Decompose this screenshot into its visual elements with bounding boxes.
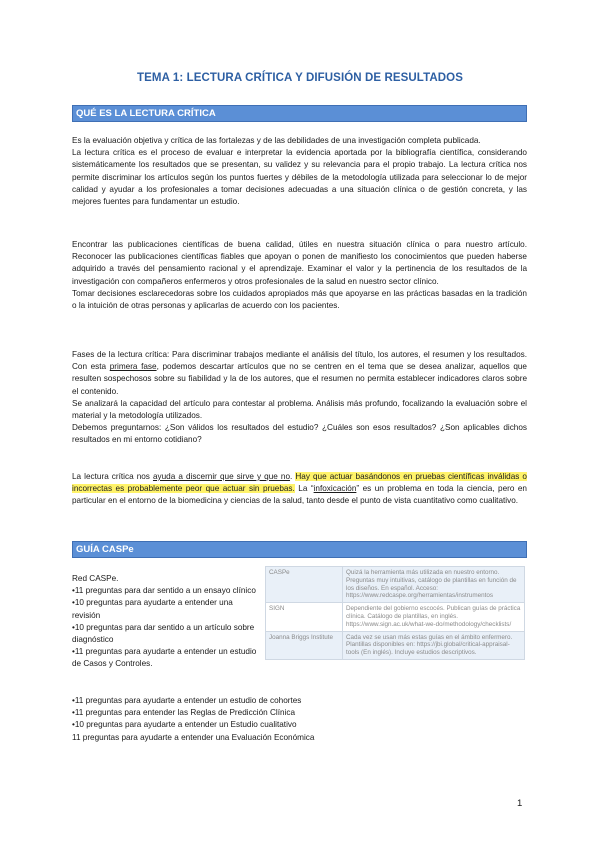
- discern-paragraph: [72, 471, 527, 508]
- infoxicacion-underline: infoxicación: [313, 484, 357, 494]
- page-title: TEMA 1: LECTURA CRÍTICA Y DIFUSIÓN DE RESULTADOS: [137, 72, 463, 84]
- appraisal-tools-table: [265, 566, 525, 660]
- objectives-paragraph: Encontrar las publicaciones científicas de buena calidad, útiles en nuestra situación clínica o para nuestro artículo. Reconocer las publicaciones científicas fiables que apoyan o ponen de manifiesto los conocimientos que pueden haberse adquirido a través del pensamiento racional y el aprendizaje. Examinar el valor y la pertinencia de los resultados de la investigación con compañeros enfermeros y otros profesionales de la salud en nuestro sector clínico.: [72, 240, 527, 286]
- decisions-paragraph: Tomar decisiones esclarecedoras sobre los cuidados apropiados más que apoyarse en las prácticas basadas en la tradición o la intuición de otras personas y aplicarlas de acuerdo con los pacientes.: [72, 288, 527, 311]
- page-number: 1: [517, 798, 523, 809]
- list-item: •10 preguntas para ayudarte a entender un Estudio cualitativo: [72, 720, 297, 730]
- list-item: •10 preguntas para ayudarte a entender una revisión: [72, 598, 233, 620]
- list-item: •11 preguntas para entender las Reglas de Predicción Clínica: [72, 708, 296, 718]
- tool-description: Quizá la herramienta más utilizada en nuestro entorno. Preguntas muy intuitivas, catálogo de plantillas en función de los diseños. En español. Acceso: https://www.redcaspe.org/herramientas/instrumentos: [343, 567, 525, 603]
- list-item: •11 preguntas para ayudarte a entender un estudio de cohortes: [72, 696, 302, 705]
- list-item: •11 preguntas para dar sentido a un ensayo clínico: [72, 586, 256, 596]
- phases-text-b: , podemos descartar artículos que no se centren en el tema que se desea analizar, aquellos que resulten sospechosos sobre su fiabilidad y la de los autores, que el resumen no permita establecer indicadores claros sobre el contenido.: [72, 362, 527, 396]
- paragraph-phases: [72, 349, 527, 447]
- caspe-list: [72, 573, 262, 671]
- paragraph-objectives: [72, 239, 527, 312]
- tool-description: Cada vez se usan más estas guías en el ámbito enfermero. Plantillas disponibles en: https://jbi.global/critical-appraisal-tools (En inglés). Incluye estudios descriptivos.: [343, 631, 525, 659]
- phases-underline: primera fase: [109, 362, 157, 372]
- table-row: [266, 603, 525, 631]
- discern-underline: ayuda a discernir que sirve y que no: [152, 472, 291, 481]
- tool-name: Joanna Briggs Institute: [266, 631, 343, 659]
- discern-text-b: .: [290, 472, 296, 481]
- paragraph-definition: [72, 135, 527, 208]
- list-item: 11 preguntas para ayudarte a entender una Evaluación Económica: [72, 732, 315, 742]
- definition-paragraph: La lectura crítica es el proceso de evaluar e interpretar la evidencia aportada por la bibliografía científica, considerando sistemáticamente los resultados que se presentan, su validez y su relevancia para el propio trabajo. La lectura crítica nos permite discriminar los artículos según los puntos fuertes y débiles de la metodología utilizada para seleccionar lo de mejor calidad y ayudar a los profesionales a tomar decisiones adecuadas a una situación clínica o de gestión concreta, y las mejores fuentes para fundamentar un estudio.: [72, 148, 527, 207]
- discern-text-c: La “: [294, 484, 314, 494]
- tool-description: Dependiente del gobierno escocés. Publican guías de práctica clínica. Catálogo de plantillas, en inglés. https://www.sign.ac.uk/what-we-do/methodology/checklists/: [343, 603, 525, 631]
- paragraph-discern: [72, 471, 527, 508]
- discern-text-a: La lectura crítica nos: [72, 472, 153, 481]
- tool-name: CASPe: [266, 567, 343, 603]
- section-heading-lectura-critica: QUÉ ES LA LECTURA CRÍTICA: [72, 105, 527, 122]
- caspe-list-title: Red CASPe.: [72, 574, 119, 583]
- questions-paragraph: Debemos preguntarnos: ¿Son válidos los resultados del estudio? ¿Cuáles son esos resultados? ¿Son aplicables dichos resultados en mi entorno cotidiano?: [72, 423, 527, 445]
- list-item: •11 preguntas para ayudarte a entender un estudio de Casos y Controles.: [72, 647, 257, 669]
- analysis-paragraph: Se analizará la capacidad del artículo para contestar al problema. Análisis más profundo, focalizando la evaluación sobre el material y la metodología utilizados.: [72, 398, 527, 421]
- phases-text-a: Fases de la lectura crítica: Para discriminar trabajos mediante el análisis del título, los autores, el resumen y los resultados. Con esta: [72, 350, 527, 372]
- table-row: [266, 631, 525, 659]
- phases-paragraph: [72, 349, 527, 398]
- table-row: [266, 567, 525, 603]
- discern-text-d: ” es un problema en toda la ciencia, pero en particular en el entorno de la biomedicina y ciencias de la salud, tanto desde el punto de vista cuantitativo como cualitativo.: [72, 484, 527, 506]
- list-item: •10 preguntas para dar sentido a un artículo sobre diagnóstico: [72, 622, 255, 645]
- section-heading-guia-caspe: GUÍA CASPe: [72, 541, 527, 558]
- definition-sentence: Es la evaluación objetiva y crítica de las fortalezas y de las debilidades de una investigación completa publicada.: [72, 136, 481, 145]
- tool-name: SIGN: [266, 603, 343, 631]
- caspe-list-continued: [72, 695, 372, 744]
- highlighted-text: Hay que actuar basándonos en pruebas científicas inválidas o incorrectas es probablemente peor que actuar sin pruebas.: [72, 472, 527, 494]
